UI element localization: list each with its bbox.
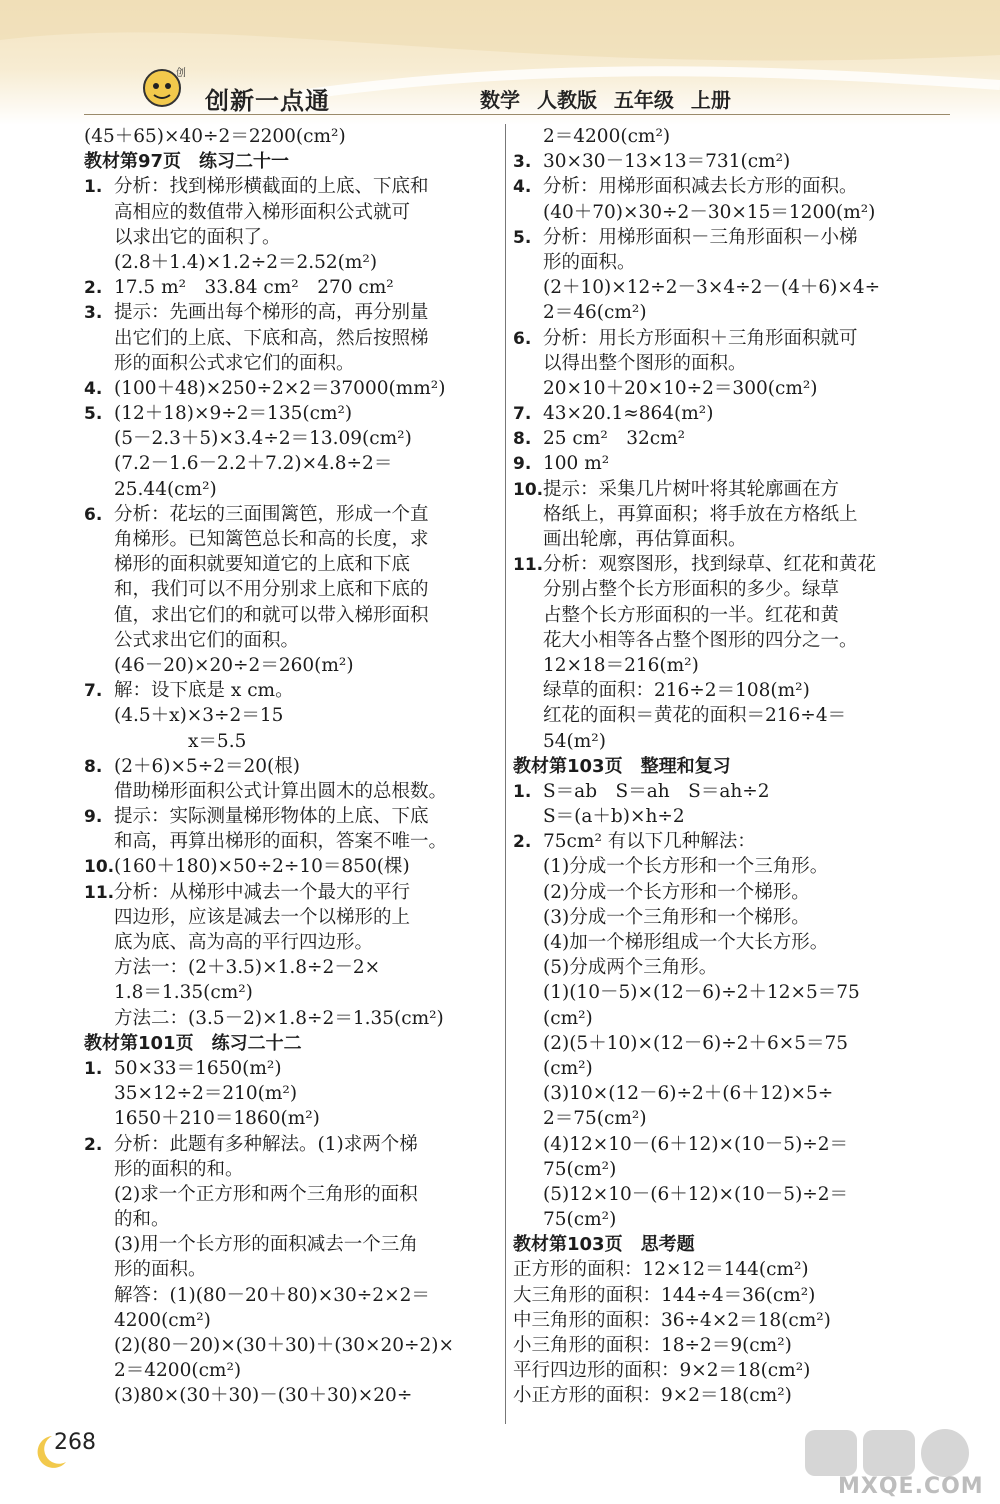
answer-line: 大三角形的面积：144÷4＝36(cm²) [513,1284,816,1306]
answer-line: (3)分成一个三角形和一个梯形。 [543,906,810,928]
answer-line: (cm²) [543,1007,593,1029]
section-heading: 教材第101页 练习二十二 [84,1032,302,1054]
answer-line: 中三角形的面积：36÷4×2＝18(cm²) [513,1309,831,1331]
answer-line: 值，求出它们的和就可以带入梯形面积 [114,604,429,626]
answer-line: 解答：(1)(80－20＋80)×30÷2×2＝ [114,1284,430,1306]
answer-line: 54(m²) [543,730,606,752]
answer-item [84,804,498,829]
item-text: 75cm² 有以下几种解法： [543,831,756,853]
item-text: 解：设下底是 x cm。 [114,680,294,702]
item-text: (12＋18)×9÷2＝135(cm²) [114,403,353,425]
item-number: 1. [84,177,103,198]
answer-line: (2)(5＋10)×(12－6)÷2＋6×5＝75 [543,1032,849,1054]
answer-line: 和，我们可以不用分别求上底和下底的 [114,579,429,601]
item-number: 5. [84,404,103,425]
answer-line: 小正方形的面积：9×2＝18(cm²) [513,1385,792,1407]
answer-line: 20×10＋20×10÷2＝300(cm²) [543,377,818,399]
item-text: 30×30－13×13＝731(cm²) [543,151,791,173]
answer-line: 2＝4200(cm²) [114,1360,242,1382]
item-text: 50×33＝1650(m²) [114,1057,282,1079]
answer-line: 出它们的上底、下底和高，然后按照梯 [114,327,429,349]
item-number: 3. [513,152,532,173]
section-heading: 教材第97页 练习二十一 [84,151,290,173]
page-number: 268 [54,1430,96,1455]
answer-line: 形的面积。 [114,1259,207,1281]
item-number: 8. [513,429,532,450]
answer-line: 形的面积公式求它们的面积。 [114,352,355,374]
answer-line: S＝(a＋b)×h÷2 [543,806,685,828]
item-text: 43×20.1≈864(m²) [543,403,714,425]
answer-item [513,779,933,804]
answer-line: (4)加一个梯形组成一个大长方形。 [543,932,829,953]
answer-item [84,854,498,879]
answer-item [513,451,933,476]
answer-line: 2＝4200(cm²) [543,126,671,147]
answer-item [513,477,933,502]
answer-item [513,225,933,250]
answer-item [513,326,933,351]
item-number: 1. [84,1058,103,1079]
answer-line: (cm²) [543,1057,593,1079]
answer-line: (3)10×(12－6)÷2＋(6＋12)×5÷ [543,1083,834,1105]
item-number: 4. [84,378,103,399]
answer-line: 底为底、高为高的平行四边形。 [114,932,374,953]
answer-line: (5)分成两个三角形。 [543,957,718,979]
answer-line: (2)求一个正方形和两个三角形的面积 [114,1183,418,1205]
left-column [84,124,498,1409]
watermark-text: MXQE.COM [838,1474,984,1499]
answer-line: 以求出它的面积了。 [114,226,281,248]
answer-line: (2)分成一个长方形和一个梯形。 [543,881,810,903]
item-number: 11. [513,555,544,576]
answer-line: 2＝46(cm²) [543,302,647,324]
answer-line: 占整个长方形面积的一半。红花和黄 [543,604,840,626]
item-text: 分析：花坛的三面围篱笆，形成一个直 [114,503,429,525]
answer-line: (2.8＋1.4)×1.2÷2＝2.52(m²) [114,251,378,273]
answer-line: 1.8＝1.35(cm²) [114,982,253,1004]
column-divider [505,124,506,1424]
item-text: (160＋180)×50÷2÷10＝850(棵) [114,856,410,878]
answer-item [84,1056,498,1081]
item-number: 2. [513,832,532,853]
answer-line: 4200(cm²) [114,1309,211,1331]
answer-line: (1)(10－5)×(12－6)÷2＋12×5＝75 [543,982,860,1004]
answer-line: (4)12×10－(6＋12)×(10－5)÷2＝ [543,1133,849,1155]
answer-line: 绿草的面积：216÷2＝108(m²) [543,680,810,702]
section-heading: 教材第103页 思考题 [513,1234,695,1256]
item-text: 提示：采集几片树叶将其轮廓画在方 [543,478,840,500]
answer-line: 的和。 [114,1209,170,1231]
answer-item [84,376,498,401]
answer-line: 角梯形。已知篱笆总长和高的长度，求 [114,529,429,550]
item-text: 17.5 m² 33.84 cm² 270 cm² [114,277,394,299]
answer-line: 格纸上，再算面积；将手放在方格纸上 [543,503,858,525]
answer-line: (2＋10)×12÷2－3×4÷2－(4＋6)×4÷ [543,277,881,299]
mascot-logo-icon [138,62,200,110]
item-text: 提示：实际测量梯形物体的上底、下底 [114,806,429,828]
item-number: 6. [84,504,103,525]
answer-item [513,829,933,854]
item-number: 10. [513,479,544,500]
right-column [513,124,933,1409]
answer-line: 75(cm²) [543,1209,617,1231]
answer-line: 以得出整个图形的面积。 [543,352,747,374]
item-number: 10. [84,857,115,878]
answer-line: 75(cm²) [543,1158,617,1180]
answer-line: 平行四边形的面积：9×2＝18(cm²) [513,1360,811,1382]
answer-item [84,401,498,426]
answer-line: (3)80×(30＋30)－(30＋30)×20÷ [114,1385,413,1407]
answer-item [84,880,498,905]
answer-item [84,678,498,703]
answer-line: 方法一：(2＋3.5)×1.8÷2－2× [114,957,381,979]
brand-title: 创新一点通 [205,87,330,115]
answer-line: 25.44(cm²) [114,478,217,500]
book-info: 数学 人教版 五年级 上册 [480,88,731,112]
answer-line: (3)用一个长方形的面积减去一个三角 [114,1234,418,1256]
item-text: (2＋6)×5÷2＝20(根) [114,755,300,777]
answer-line: 形的面积的和。 [114,1158,244,1180]
answer-item [84,300,498,325]
item-text: 分析：用长方形面积＋三角形面积就可 [543,327,858,349]
item-number: 4. [513,177,532,198]
answer-line: 花大小相等各占整个图形的四分之一。 [543,629,858,651]
item-number: 7. [513,404,532,425]
answer-line: (2)(80－20)×(30＋30)＋(30×20÷2)× [114,1335,455,1356]
answer-line: 小三角形的面积：18÷2＝9(cm²) [513,1335,792,1356]
answer-line: 和高，再算出梯形的面积，答案不唯一。 [114,831,448,853]
answer-item [84,1132,498,1157]
answer-item [513,174,933,199]
item-text: 分析：从梯形中减去一个最大的平行 [114,881,411,903]
answer-line: x＝5.5 [114,730,247,752]
answer-line: 四边形，应该是减去一个以梯形的上 [114,906,411,928]
item-text: 分析：观察图形，找到绿草、红花和黄花 [543,554,877,576]
item-number: 5. [513,227,532,248]
answer-line: 形的面积。 [543,251,636,273]
section-heading: 教材第103页 整理和复习 [513,755,731,777]
answer-line: 红花的面积＝黄花的面积＝216÷4＝ [543,705,847,727]
answer-line: 高相应的数值带入梯形面积公式就可 [114,201,411,223]
item-number: 8. [84,756,103,777]
item-text: 25 cm² 32cm² [543,428,686,450]
answer-line: (1)分成一个长方形和一个三角形。 [543,856,829,878]
item-number: 3. [84,303,103,324]
item-number: 11. [84,882,115,903]
item-number: 7. [84,681,103,702]
item-text: 分析：用梯形面积－三角形面积－小梯 [543,226,858,248]
answer-line: 公式求出它们的面积。 [114,629,300,651]
answer-line: 借助梯形面积公式计算出圆木的总根数。 [114,780,448,802]
item-text: 分析：用梯形面积减去长方形的面积。 [543,176,858,198]
answer-line: 12×18＝216(m²) [543,654,699,676]
item-text: 分析：找到梯形横截面的上底、下底和 [114,176,429,198]
answer-line: (5－2.3＋5)×3.4÷2＝13.09(cm²) [114,428,412,450]
answer-item [513,401,933,426]
answer-item [84,275,498,300]
answer-line: 正方形的面积：12×12＝144(cm²) [513,1259,809,1281]
answer-line: 方法二：(3.5－2)×1.8÷2＝1.35(cm²) [114,1007,444,1029]
answer-line: (45＋65)×40÷2＝2200(cm²) [84,126,346,147]
answer-line: (4.5＋x)×3÷2＝15 [114,705,284,727]
answer-item [513,149,933,174]
answer-line: (46－20)×20÷2＝260(m²) [114,654,354,676]
answer-item [84,502,498,527]
item-text: 分析：此题有多种解法。(1)求两个梯 [114,1133,418,1155]
answer-line: 分别占整个长方形面积的多少。绿草 [543,579,840,601]
item-number: 9. [513,454,532,475]
item-text: S＝ab S＝ah S＝ah÷2 [543,780,770,802]
item-number: 6. [513,328,532,349]
answer-line: (40＋70)×30÷2－30×15＝1200(m²) [543,201,876,223]
answer-line: 35×12÷2＝210(m²) [114,1083,298,1105]
answer-line: (5)12×10－(6＋12)×(10－5)÷2＝ [543,1183,849,1205]
item-number: 1. [513,781,532,802]
answer-item [84,754,498,779]
answer-item [84,174,498,199]
answer-line: 梯形的面积就要知道它的上底和下底 [114,554,411,576]
answer-line: (7.2－1.6－2.2＋7.2)×4.8÷2＝ [114,453,393,475]
item-text: 提示：先画出每个梯形的高，再分别量 [114,302,429,324]
answer-item [513,552,933,577]
item-number: 9. [84,807,103,828]
item-text: 100 m² [543,453,610,475]
header-rule [84,114,950,115]
item-text: (100＋48)×250÷2×2＝37000(mm²) [114,377,446,399]
item-number: 2. [84,1134,103,1155]
answer-line: 画出轮廓，再估算面积。 [543,529,747,550]
item-number: 2. [84,278,103,299]
answer-item [513,426,933,451]
answer-line: 1650＋210＝1860(m²) [114,1108,320,1130]
svg-text:创: 创 [176,68,186,79]
answer-line: 2＝75(cm²) [543,1108,647,1130]
